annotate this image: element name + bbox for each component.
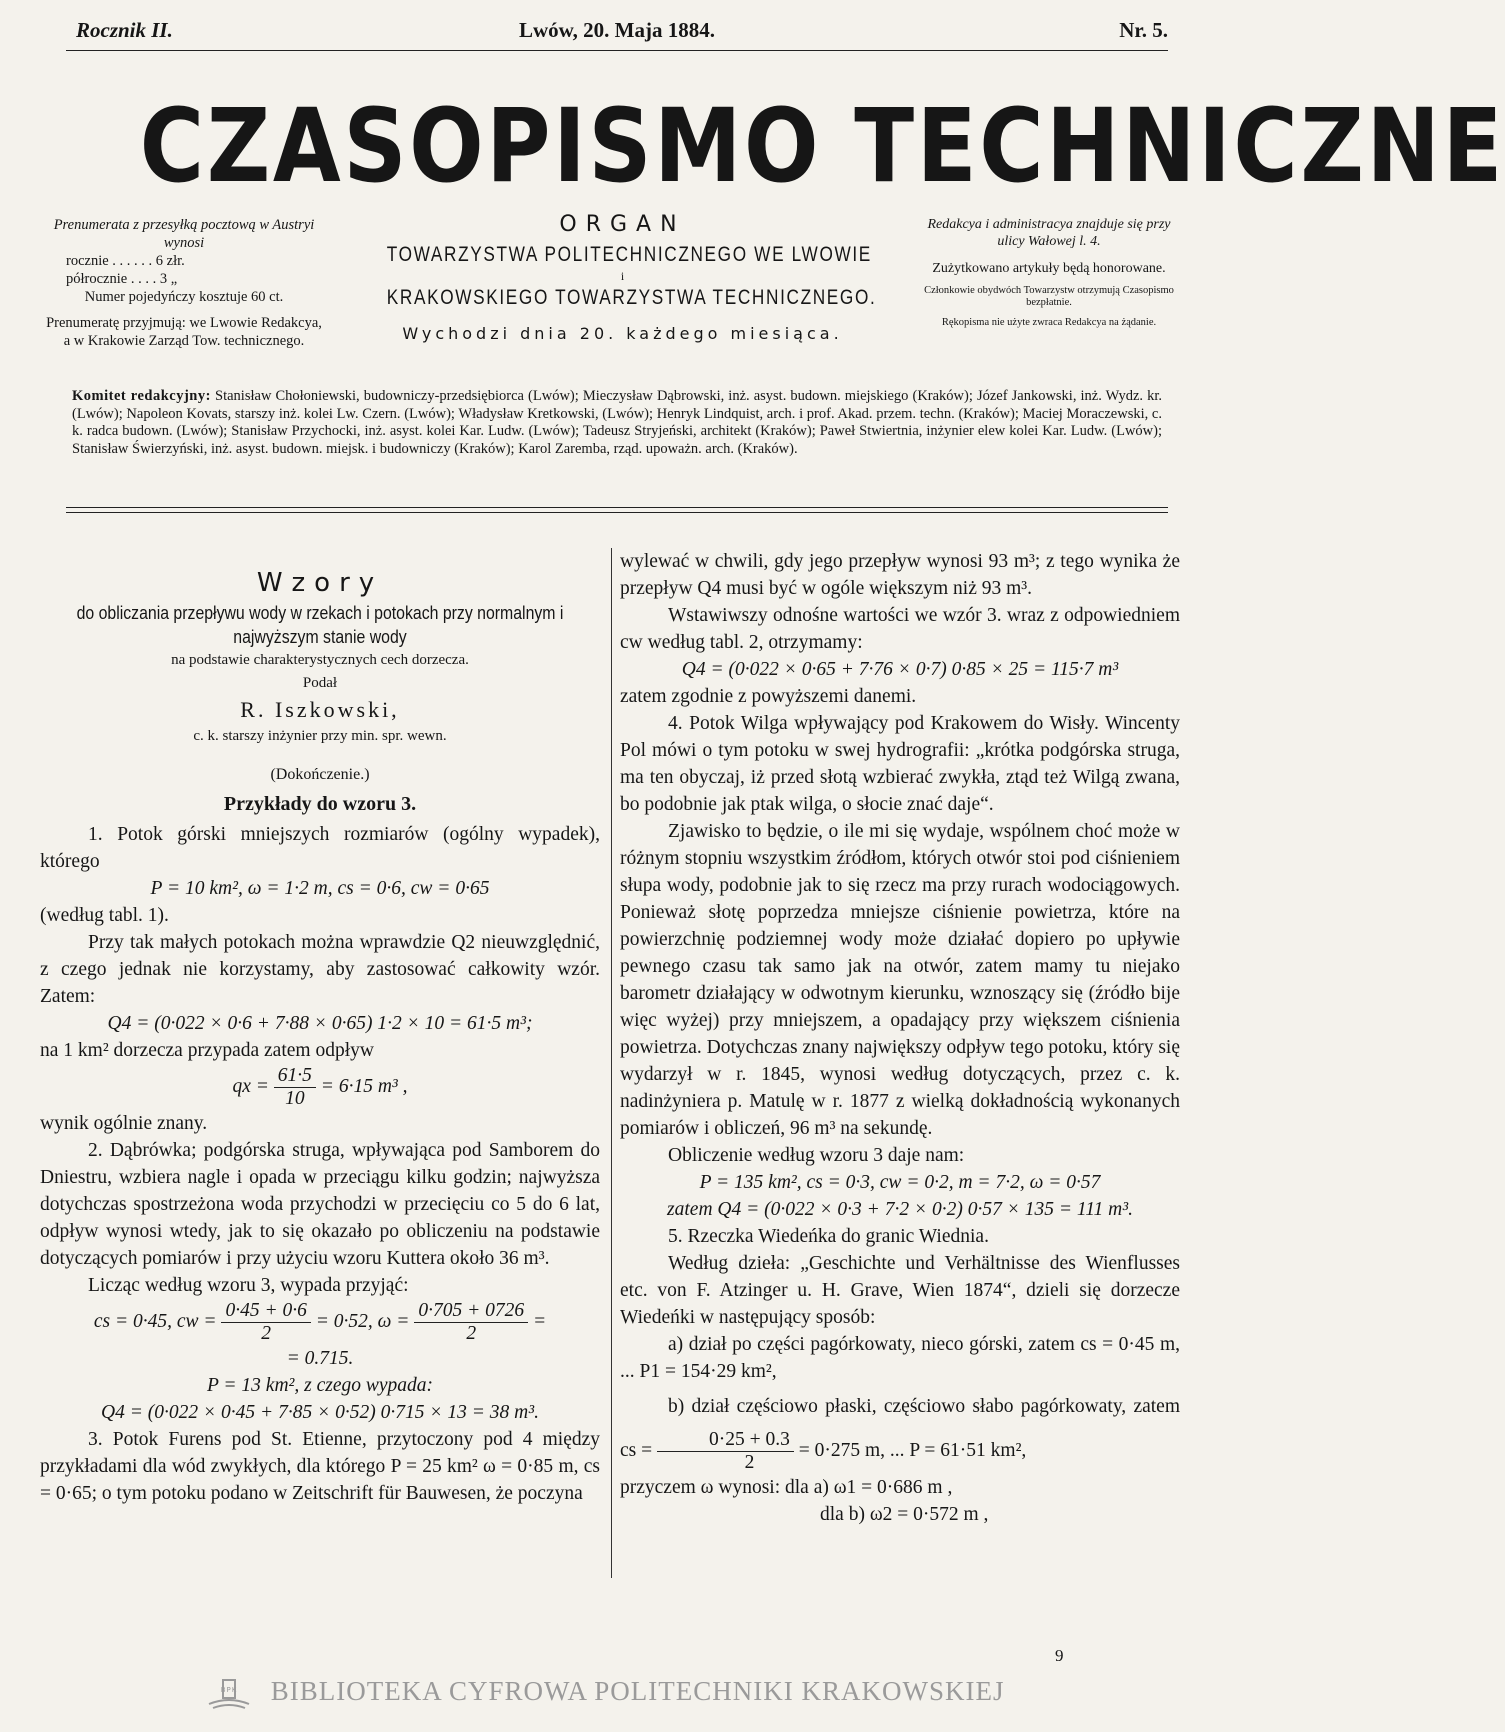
committee-label: Komitet redakcyjny: [72,388,211,404]
article-basis: na podstawie charakterystycznych cech dorzecza. [171,652,469,668]
qx-numerator: 61·5 [274,1065,316,1088]
example-4-phenomenon: Zjawisko to będzie, o ile mi się wydaje, wspólnem choć może w różnym stopniu wszystkim źródłom, których otwór stoi pod ciśnieniem słupa wody, podobnie jak to się rzecz ma przy rurach wodociągowych. Ponieważ słotę poprzedza mniejsze ciśnienie powietrza, które na powierzchnię podziemnej wody może działać dopiero po upływie pewnego czasu tak samo jak na otwór, zatem mamy tu niejako barometr działający w odwotnym kierunku, wznoszący się (źródło bije więc wyżej) przy mniejszem, a opadający przy większem ciśnienia powietrza. Dotychczas znany największy odpływ tego potoku, który się wydarzył w r. 1845, wynosi według dotyczących, przez c. k. nadinżyniera p. Matulę w r. 1877 z wielką dokładnością wykonanych pomiarów i obliczeń, 96 m³ na sekundę. [620,821,1180,1139]
subscription-single: Numer pojedyńczy kosztuje 60 ct. [84,289,284,305]
example-1-text: Przy tak małych potokach można wprawdzie Q2 nieuwzględnić, z czego jednak nie korzystamy, aby zastosować całkowity wzór. Zatem: [40,932,600,1007]
article-continued: (Dokończenie.) [270,766,370,783]
subscription-halfyear: półrocznie . . . . 3 „ [66,271,178,287]
example-5-part-b [620,1385,1180,1474]
article-by: Podał [302,675,338,691]
example-4-text: 4. Potok Wilga wpływający pod Krakowem do Wisły. Wincenty Pol mówi o tym potoku w swej hydrografii: „krótka podgórska struga, ma ten obyczaj, iż przed słotą wzbierać zwykła, ztąd też Wilgą zwana, bo podobnie jak ptak wilga, o słocie znać daje“. [620,713,1180,815]
example-3-continued: wylewać w chwili, gdy jego przepływ wynosi 93 m³; z tego wynika że przepływ Q4 musi być w ogóle większym niż 93 m³. [620,551,1180,599]
omega-fraction [414,1300,528,1345]
example-1-qx [40,1064,600,1110]
part-b-fraction [657,1429,794,1474]
part-b-result: = 0·275 m, ... P = 61·51 km², [798,1440,1027,1461]
example-3-insert: Wstawiwszy odnośne wartości we wzór 3. wraz z odpowiedniem cw według tabl. 2, otrzymamy: [620,605,1180,653]
example-1-conclusion: wynik ogólnie znany. [40,1113,208,1135]
example-1-params: P = 10 km², ω = 1·2 m, cs = 0·6, cw = 0·65 [150,878,490,899]
example-4-formula: zatem Q4 = (0·022 × 0·3 + 7·2 × 0·2) 0·57 × 135 = 111 m³. [667,1199,1133,1220]
example-3-conclusion: zatem zgodnie z powyższemi danemi. [620,686,917,707]
article-author: R. Iszkowski, [240,697,400,722]
example-5-heading: 5. Rzeczka Wiedeńka do granic Wiednia. [668,1226,989,1247]
column-divider [611,548,612,1578]
example-5-source: Według dzieła: „Geschichte und Verhältnisse des Wienflusses etc. von F. Atzinger u. H. Grave, Wien 1874“, dzieli się dorzecze Wiedeńki w następujący sposób: [620,1253,1180,1328]
page-number: 9 [1055,1646,1064,1665]
library-footer-text: BIBLIOTEKA CYFROWA POLITECHNIKI KRAKOWSKIEJ [270,1676,1005,1707]
organ-box [335,212,910,343]
cw-fraction [221,1300,310,1345]
editorial-manuscripts: Rękopisma nie użyte zwraca Redakcya na żądanie. [941,317,1157,328]
example-2-text: 2. Dąbrówka; podgórska struga, wpływająca pod Samborem do Dniestru, wzbiera nagle i opada w przeciągu kilku godzin; najwyższa dotychczas spostrzeżona woda przychodzi w przecięciu co 5 do 6 lat, odpływ wynosi wtedy, jak to się okazało po obliczeniu na podstawie dotyczących pomiarów i przy użyciu wzoru Kuttera około 36 m³. [40,1140,600,1270]
article-subtitle: do obliczania przepływu wody w rzekach i potokach przy normalnym i najwyższym stanie wody [76,603,564,647]
subscription-box [44,216,324,350]
example-1-formula: Q4 = (0·022 × 0·6 + 7·88 × 0·65) 1·2 × 10 = 61·5 m³; [107,1013,533,1034]
section-heading: Przykłady do wzoru 3. [223,793,417,815]
example-2-intro: Licząc według wzoru 3, wypada przyjąć: [88,1275,409,1297]
society-lwow: TOWARZYSTWA POLITECHNICZNEGO WE LWOWIE [386,243,872,266]
example-3-formula: Q4 = (0·022 × 0·65 + 7·76 × 0·7) 0·85 × 25 = 115·7 m³ [681,659,1119,680]
example-2-coefficients [40,1299,600,1345]
example-1-intro: 1. Potok górski mniejszych rozmiarów (ogólny wypadek), którego [40,824,600,872]
subscription-intro: Prenumerata z przesyłką pocztową w Austryi wynosi [53,217,315,251]
part-b-numerator: 0·25 + 0.3 [657,1429,794,1452]
issue-number: Nr. 5. [1119,18,1168,42]
example-1-table-ref: (według tabl. 1). [40,905,169,926]
example-2-area: P = 13 km², z czego wypada: [206,1375,434,1397]
editorial-committee [72,388,1162,458]
library-logo-icon [205,1674,253,1714]
qx-denominator: 10 [285,1088,305,1110]
left-column [40,565,600,1507]
example-4-params: P = 135 km², cs = 0·3, cw = 0·2, m = 7·2, ω = 0·57 [699,1172,1101,1193]
example-2-omega: = 0.715. [286,1348,354,1370]
issue-header [66,18,1168,48]
volume-label: Rocznik II. [76,18,173,42]
example-5-part-a: a) dział po części pagórkowaty, nieco górski, zatem cs = 0·45 m, ... P1 = 154·29 km², [620,1334,1180,1382]
article-title: Wzory [256,568,384,598]
part-b-text: b) dział częściowo płaski, częściowo słabo pagórkowaty, zatem cs = [620,1396,1180,1461]
example-1-runoff-intro: na 1 km² dorzecza przypada zatem odpływ [40,1040,374,1061]
editorial-box [918,216,1180,329]
committee-rule-double [66,512,1168,513]
subscription-accept: Prenumeratę przyjmują: we Lwowie Redakcya, a w Krakowie Zarząd Tow. technicznego. [46,315,322,349]
example-2-formula: Q4 = (0·022 × 0·45 + 7·85 × 0·52) 0·715 × 13 = 38 m³. [101,1402,539,1424]
top-rule [66,50,1168,51]
library-footer [205,1674,1085,1714]
omega-label: = 0·52, ω = [315,1311,415,1333]
qx-result: = 6·15 m³ , [320,1076,408,1097]
qx-label: qx = [232,1076,274,1097]
part-b-denominator: 2 [744,1452,755,1474]
cs-cw-label: cs = 0·45, cw = [93,1311,222,1333]
editorial-address: Redakcya i administracya znajduje się przy ulicy Wałowej l. 4. [927,217,1171,249]
cw-denominator: 2 [261,1323,272,1345]
library-logo-text: BPK [220,1686,238,1694]
subscription-yearly: rocznie . . . . . . 6 złr. [66,253,185,269]
society-krakow: KRAKOWSKIEGO TOWARZYSTWA TECHNICZNEGO. [386,286,877,309]
committee-rule [66,507,1168,508]
right-column [620,548,1180,1528]
organ-word: ORGAN [559,212,686,237]
omega-denominator: 2 [466,1323,477,1345]
committee-members: Stanisław Chołoniewski, budowniczy-przedsiębiorca (Lwów); Mieczysław Dąbrowski, inż. asyst. budown. miejskiego (Kraków); Józef Jankowski, inż. Wydz. kr. (Lwów); Napoleon Kovats, starszy inż. kolei Lw. Czern. (Lwów); Władysław Kretkowski, (Lwów); Henryk Lindquist, arch. i prof. Akad. przem. techn. (Kraków); Maciej Moraczewski, c. k. radca budown. (Lwów); Stanisław Przychocki, inż. asyst. kolei Kar. Ludw. (Lwów); Tadeusz Stryjeński, architekt (Kraków); Paweł Stwiertnia, inżynier elew kolei Kar. Ludw. (Lwów); Stanisław Świerzyński, inż. asyst. budown. miejsk. i budowniczy (Kraków); Karol Zaremba, rząd. upoważn. arch. (Kraków). [72,388,1163,457]
editorial-members: Członkowie obydwóch Towarzystw otrzymują Czasopismo bezpłatnie. [924,285,1174,308]
example-4-calc-intro: Obliczenie według wzoru 3 daje nam: [668,1145,965,1166]
qx-fraction [274,1065,316,1110]
editorial-paid: Zużytkowano artykuły będą honorowane. [932,261,1166,276]
publication-frequency: Wychodzi dnia 20. każdego miesiąca. [402,324,843,343]
omega-a: przyczem ω wynosi: dla a) ω1 = 0·686 m , [620,1477,953,1499]
society-conjunction: i [620,269,625,283]
article-author-position: c. k. starszy inżynier przy min. spr. wewn. [193,728,447,744]
omega-numerator: 0·705 + 0726 [414,1300,528,1323]
cw-numerator: 0·45 + 0·6 [221,1300,310,1323]
omega-equals: = [533,1311,547,1333]
example-3-text: 3. Potok Furens pod St. Etienne, przytoczony pod 4 między przykładami dla wód zwykłych, dla którego P = 25 km² ω = 0·85 m, cs = 0·65; o tym potoku podano w Zeitschrift für Bauwesen, że poczyna [40,1429,600,1505]
date-place: Lwów, 20. Maja 1884. [519,18,715,42]
omega-b: dla b) ω2 = 0·572 m , [820,1504,989,1526]
masthead-title: CZASOPISMO TECHNICZNE [139,87,1505,206]
